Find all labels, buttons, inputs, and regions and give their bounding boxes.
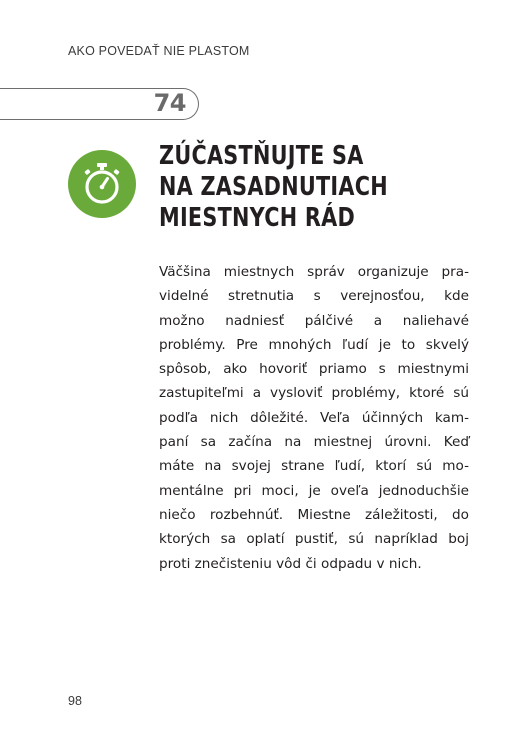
body-line: zastupiteľmi a vysloviť problémy, ktoré sú	[159, 385, 469, 402]
body-line: niečo rozbehnúť. Miestne záležitosti, do	[159, 506, 469, 523]
body-line: mentálne pri moci, je oveľa jednoduchšie	[159, 482, 469, 499]
tip-number-tab	[0, 88, 199, 120]
stopwatch-icon	[68, 150, 136, 218]
body-line: spôsob, ako hovoriť priamo s miestnymi	[159, 361, 469, 378]
body-line: ktorých sa oplatí pustiť, sú napríklad boj	[159, 531, 469, 548]
body-line: proti znečisteniu vôd či odpadu v nich.	[159, 555, 422, 572]
body-line: paní sa začína na miestnej úrovni. Keď	[159, 434, 469, 451]
tip-title-line: MIESTNYCH RÁD	[159, 203, 355, 233]
body-line: videlné stretnutia s verejnosťou, kde	[159, 288, 469, 305]
body-line: podľa nich dôležité. Veľa účinných kam-	[159, 409, 469, 426]
body-line: možno nadniesť pálčivé a naliehavé	[159, 312, 469, 329]
body-line: problémy. Pre mnohých ľudí je to skvelý	[159, 336, 469, 353]
body-line: máte na svojej strane ľudí, ktorí sú mo-	[159, 458, 469, 475]
tip-body	[159, 260, 469, 576]
running-head: AKO POVEDAŤ NIE PLASTOM	[68, 44, 250, 58]
body-line: Väčšina miestnych správ organizuje pra-	[159, 264, 469, 280]
tip-number: 74	[153, 89, 186, 117]
tip-title-line: NA ZASADNUTIACH	[159, 172, 388, 202]
tip-title-line: ZÚČASTŇUJTE SA	[159, 141, 364, 171]
tip-title	[159, 141, 388, 234]
page-number: 98	[68, 694, 82, 708]
